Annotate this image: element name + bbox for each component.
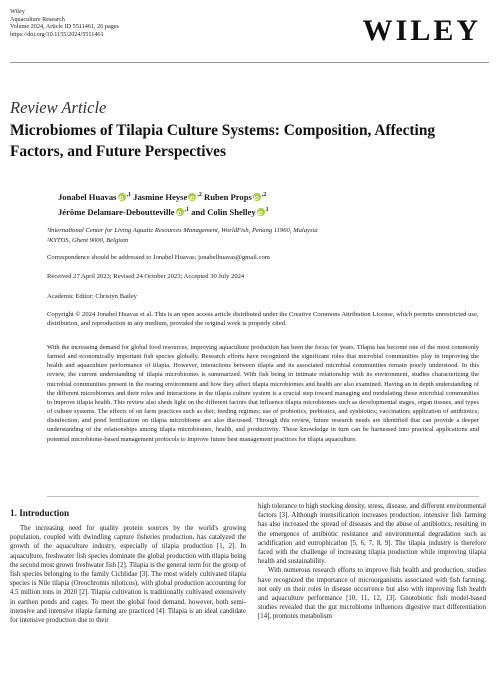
author-conjunction: and (191, 206, 206, 217)
paragraph: With numerous research efforts to improve fish health and production, studies have recognized the importance of microorganisms associated with fish farming, not only on their roles in disease occurrence but also with improving fish health and aquaculture performance [10, 11, 12, 13]. Gnotobiotic fish model-based studies revealed that the gut microbiome influences digestive tract differentiation [14], promotes metabolism (258, 567, 486, 621)
orcid-icon[interactable] (118, 193, 126, 201)
author-name[interactable]: Colin Shelley (207, 206, 256, 217)
body-column-right (258, 502, 486, 622)
author-affiliation-ref: ,1 (184, 206, 190, 213)
author-affiliation-ref: 1 (265, 206, 269, 213)
affiliation: ²KYTOS, Ghent 9000, Belgium (47, 237, 129, 244)
copyright: Copyright © 2024 Jonabel Huavas et al. This is an open access article distributed under the Creative Commons Attribution License, which permits unrestricted use, distribution, and reproduction in any medium, provided the original work is properly cited. (47, 311, 479, 328)
author-name[interactable]: Ruben Props (204, 191, 252, 202)
orcid-icon[interactable] (188, 193, 196, 201)
header-divider (10, 62, 489, 63)
paragraph: The increasing need for quality protein sources by the world's growing population, coupled with dwindling capture fisheries production, has catalyzed the growth of the aquaculture industry, especially of tilapia production [1, 2]. In aquaculture, freshwater fish species dominate the global production with tilapia being the second most grown freshwater fish [2]. Tilapia is the general term for the group of fish species belonging to the family Cichlidae [3]. The most widely cultivated tilapia species is Nile tilapia (Oreochromis niloticus), with global production accounting for 4.5 million tons in 2020 [2]. Tilapia cultivation is traditionally cultivated extensively in earthen ponds and cages. To meet the global food demand, however, both semi-intensive and intensive tilapia farming are practiced [4]. Tilapia is an ideal candidate for intensive production due to their (10, 525, 246, 625)
paragraph: high tolerance to high stocking density, stress, disease, and different environmental factors [3]. Although intensification increases production, intensive fish farming has also increased the spread of diseases and the abuse of antibiotics, resulting in the emergence of antibiotic resistance and environmental degradation such as acidification and eutrophication [5, 6, 7, 8, 9]. The tilapia industry is therefore faced with the challenge of increasing tilapia production while improving tilapia health and sustainability. (258, 503, 486, 566)
orcid-icon[interactable] (176, 208, 184, 216)
article-type: Review Article (10, 98, 107, 117)
orcid-icon[interactable] (253, 193, 261, 201)
author-affiliation-ref: ,2 (261, 192, 267, 198)
author-name[interactable]: Jasmine Heyse (133, 191, 188, 202)
article-title: Microbiomes of Tilapia Culture Systems: Composition, Affecting Factors, and Future Perspectives (10, 122, 436, 160)
affiliations (47, 226, 318, 246)
orcid-icon[interactable] (257, 208, 265, 216)
dates: Received 27 April 2023; Revised 24 October 2023; Accepted 30 July 2024 (47, 273, 245, 280)
abstract: With the increasing demand for global food resources, improving aquaculture production has been the focus for years. Tilapia has become one of the most commonly farmed and economically important fish species globally. Research efforts have recognized the significant roles that microbial communities play in improving the health and aquaculture performance of tilapia. However, interactions between tilapia and its associated microbial communities remain poorly understood. In this review, the current understanding of tilapia microbiomes is summarized. With fish being in intimate relationship with its environment, studies characterizing the microbial communities present in the rearing environment and how they affect tilapia microbiomes and health are also examined. Having an in depth understanding of the different microbiomes and their roles and interactions in the tilapia culture system is a crucial step toward managing and modulating these microbial communities to improve tilapia health. This review also sheds light on the different factors that influence tilapia microbiomes such as developmental stages, organ tissues, and types of culture systems. The effects of on farm practices such as diet; feeding regimes; use of probiotics, prebiotics, and synbiotics; vaccination; application of antibiotics; disinfection; and pond fertilization on tilapia microbiome are also discussed. Through this review, future research needs are identified that can provide a deeper understanding of the relationships among tilapia microbiomes, health, and productivity. These knowledge in turn can be harnessed into practical applications and potential microbiome-based management protocols to improve future best management practices for tilapia aquaculture. (47, 344, 479, 443)
correspondence: Correspondence should be addressed to Jonabel Huavas; jonabelhuavas@gmail.com (47, 254, 270, 261)
journal-line: Aquaculture Research (10, 15, 65, 23)
section-heading: 1. Introduction (10, 508, 70, 518)
body-column-left (10, 524, 246, 625)
author-name[interactable]: Jonabel Huavas (58, 191, 117, 202)
author-list (58, 189, 478, 219)
doi-link[interactable]: https://doi.org/10.1155/2024/5511461 (10, 30, 104, 38)
author-name[interactable]: Jérôme Delamare-Deboutteville (58, 206, 175, 217)
journal-line: Volume 2024, Article ID 5511461, 26 pages (10, 23, 119, 31)
journal-line: Wiley (10, 8, 25, 15)
affiliation: ¹International Center for Living Aquatic Resources Management, WorldFish, Penang 11960, Malaysia (47, 227, 318, 234)
academic-editor: Academic Editor: Christyn Bailey (47, 293, 137, 300)
author-affiliation-ref: ,2 (197, 192, 202, 198)
abstract-divider (47, 496, 479, 497)
journal-info (10, 8, 119, 38)
author-affiliation-ref: ,1 (126, 192, 131, 198)
wiley-logo: WILEY (362, 14, 481, 47)
